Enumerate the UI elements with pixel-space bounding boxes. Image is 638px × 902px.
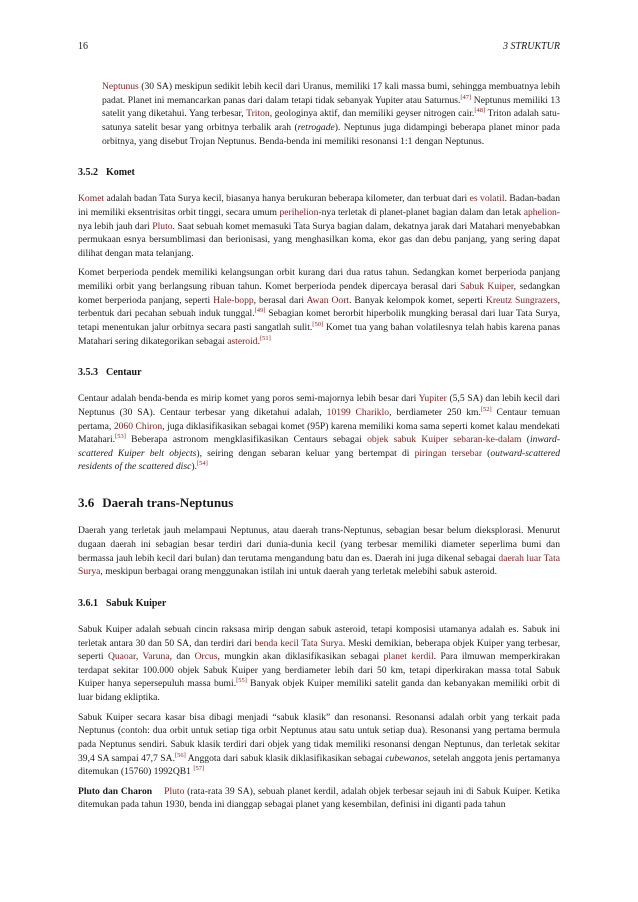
italic-term: cubewanos — [385, 752, 428, 764]
text-run: (5,5 SA) dan lebih kecil dari Neptunus (30 SA). Centaur terbesar yang diketahui adalah, — [78, 393, 560, 418]
chapter-title: 3 STRUKTUR — [503, 41, 560, 52]
wiki-link[interactable]: daerah luar Tata Surya — [78, 552, 560, 578]
text-run: -nya terletak di planet-planet bagian dalam dan letak — [318, 207, 524, 219]
text-run: ), seiring dengan sebaran keluar yang bertempat di — [196, 447, 415, 459]
text-run: , terbentuk dari pecahan sebuah induk tunggal. — [78, 294, 560, 320]
wiki-link[interactable]: Pluto — [164, 785, 185, 797]
text-run: . Para ilmuwan memperkirakan terdapat sekitar 100.000 objek Sabuk Kuiper yang berdiameter lebih dari 50 km, tetapi diperkirakan massa total Sabuk Kuiper hanya sepersepuluh massa bumi. — [78, 651, 560, 690]
text-run: , juga diklasifikasikan sebagai komet (95P) karena memiliki koma sama seperti komet kalau mendekati Matahari. — [78, 420, 560, 446]
centaur-paragraph — [78, 392, 560, 474]
text-run: , meskipun berbagai orang menggunakan istilah ini untuk daerah yang terletak melebihi sabuk asteroid. — [100, 566, 498, 578]
text-run: . Saat sebuah komet memasuki Tata Surya bagian dalam, dekatnya jarak dari Matahari menyebabkan permukaan esnya bersumblimasi dan berionisasi, yang menghasilkan koma, ekor gas dan debu panjang, yang sering dapat dilihat dengan mata telanjang. — [78, 220, 561, 259]
wiki-link[interactable]: es volatil — [469, 193, 505, 205]
section-number: 3.6 — [78, 494, 95, 510]
text-run: Banyak objek Kuiper memiliki satelit ganda dan kebanyakan memiliki orbit di luar bidang ekliptika. — [78, 678, 560, 704]
text-run: , — [135, 651, 143, 663]
text-run: ( — [482, 447, 491, 459]
text-run: , dan — [169, 651, 195, 663]
text-run: , geologinya aktif, dan memiliki geyser nitrogen cair. — [269, 108, 475, 120]
text-run: (rata-rata 39 SA), sebuah planet kerdil, adalah objek terbesar sejauh ini di Sabuk Kuiper. Ketika ditemukan pada tahun 1930, benda ini dianggap sebagai planet yang kesembilan, definisi ini diganti pada tahun — [78, 785, 560, 811]
citation-ref[interactable]: [55] — [236, 677, 247, 685]
wiki-link[interactable]: Varuna — [142, 651, 170, 663]
wiki-link[interactable]: Kreutz Sungrazers — [485, 294, 558, 306]
sabuk-kuiper-paragraph-2 — [78, 711, 560, 779]
citation-ref[interactable]: [47] — [460, 93, 472, 101]
pluto-charon-paragraph — [78, 785, 560, 812]
heading-centaur — [78, 366, 560, 380]
citation-ref[interactable]: [53] — [115, 432, 126, 440]
wiki-link[interactable]: Quaoar — [107, 651, 136, 663]
komet-paragraph-1 — [78, 192, 560, 260]
wiki-link[interactable]: Hale-bopp — [213, 294, 254, 306]
page-number: 16 — [78, 41, 88, 52]
wiki-link[interactable]: perihelion — [279, 207, 319, 219]
section-number: 3.5.2 — [78, 167, 98, 179]
wiki-link[interactable]: 2060 Chiron — [113, 420, 163, 432]
text-run: ). Neptunus juga didampingi beberapa planet minor pada orbitnya, yang disebut Trojan Neptunus. Benda-benda ini memiliki resonansi 1:1 dengan Neptunus. — [102, 122, 560, 147]
wiki-link[interactable]: objek sabuk Kuiper sebaran-ke-dalam — [367, 434, 522, 446]
text-run: , setelah anggota jenis pertamanya ditemukan (15760) 1992QB1 — [78, 752, 560, 778]
text-run: Centaur adalah benda-benda es mirip komet yang poros semi-majornya lebih besar dari — [78, 393, 419, 405]
neptunus-paragraph — [78, 80, 560, 148]
citation-ref[interactable]: [57] — [193, 764, 205, 772]
italic-term: retrogade — [297, 122, 335, 134]
text-run: ( — [521, 434, 530, 446]
wiki-link[interactable]: Orcus — [194, 651, 218, 663]
heading-daerah-trans-neptunus — [78, 494, 560, 512]
text-run: Sebagian komet berorbit hiperbolik mungking berasal dari luar Tata Surya, tetapi menentukan jalur orbitnya secara pasti sangatlah sulit. — [78, 308, 560, 333]
text-run: ). — [191, 461, 197, 473]
text-run: , berasal dari — [253, 294, 307, 306]
text-run: Sabuk Kuiper adalah sebuah cincin raksasa mirip dengan sabuk asteroid, tetapi komposisi utamanya adalah es. Sabuk ini terletak antara 30 dan 50 SA, dan terdiri dari — [78, 624, 560, 649]
heading-komet — [78, 166, 560, 180]
text-run: adalah badan Tata Surya kecil, biasanya hanya berukuran beberapa kilometer, dan terbuat dari — [104, 193, 470, 205]
wiki-link[interactable]: aphelion — [523, 207, 557, 219]
wiki-link[interactable]: 10199 Chariklo — [326, 406, 390, 418]
citation-ref[interactable]: [49] — [254, 307, 266, 315]
text-run: . Meski demikian, beberapa objek Kuiper yang terbesar, seperti — [78, 637, 560, 663]
trans-neptunus-paragraph — [78, 524, 560, 578]
page-content — [78, 80, 560, 812]
citation-ref[interactable]: [50] — [312, 320, 324, 328]
wiki-link[interactable]: Sabuk Kuiper — [459, 281, 514, 293]
wiki-link[interactable]: Pluto — [152, 220, 173, 232]
wiki-link[interactable]: planet kerdil — [383, 651, 434, 663]
text-run: . — [257, 335, 260, 347]
text-run: , mungkin akan diklasifikasikan sebagai — [217, 651, 384, 663]
text-run: -nya lebih jauh dari — [78, 207, 560, 232]
citation-ref[interactable]: [54] — [196, 460, 208, 468]
section-title: Komet — [106, 167, 135, 179]
wiki-link[interactable]: Komet — [78, 193, 105, 205]
citation-ref[interactable]: [51] — [259, 334, 271, 342]
citation-ref[interactable]: [52] — [480, 405, 492, 413]
paragraph-lead-title: Pluto dan Charon — [78, 785, 153, 797]
section-title: Centaur — [106, 367, 142, 379]
section-title: Daerah trans-Neptunus — [102, 494, 234, 510]
text-run: . Badan-badan ini memiliki eksentrisitas orbit tinggi, secara umum — [78, 193, 560, 219]
wiki-link[interactable]: benda kecil Tata Surya — [254, 637, 343, 649]
page-header — [78, 40, 560, 54]
text-run: Daerah yang terletak jauh melampaui Neptunus, atau daerah trans-Neptunus, sebagian besar belum dieksplorasi. Menurut dugaan daerah ini sebagian besar terdiri dari dunia-dunia kecil (yang terbesar memiliki diameter seperlima bumi dan bermassa jauh lebih kecil dari bulan) dan terutama mengandung batu dan es. Daerah ini juga dikenal sebagai — [78, 525, 560, 564]
text-run: Centaur temuan pertama, — [78, 406, 560, 432]
text-run: Triton adalah satu-satunya satelit besar yang orbitnya terbalik arah ( — [102, 108, 560, 134]
text-run: Sabuk Kuiper secara kasar bisa dibagi menjadi “sabuk klasik” dan resonansi. Resonansi adalah orbit yang terkait pada Neptunus (contoh: dua orbit untuk setiap tiga orbit Neptunus atau satu untuk setiap dua). Resonansi yang pertama bermula pada Neptunus sendiri. Sabuk klasik terdiri dari objek yang tidak memiliki resonansi dengan Neptunus, dan terletak sekitar 39,4 SA sampai 47,7 SA. — [78, 711, 560, 764]
wiki-link[interactable]: Triton — [246, 108, 270, 120]
text-run: (30 SA) meskipun sedikit lebih kecil dari Uranus, memiliki 17 kali massa bumi, sehingga membuatnya lebih padat. Planet ini memancarkan panas dari dalam tetapi tidak sebanyak Yupiter atau Saturnus. — [102, 81, 560, 106]
wiki-link[interactable]: Neptunus — [102, 81, 139, 93]
text-run: Komet tua yang bahan volatilesnya telah habis karena panas Matahari sering dikategorikan sebagai — [78, 321, 560, 347]
section-number: 3.5.3 — [78, 367, 98, 379]
text-run: Komet berperioda pendek memiliki kelangsungan orbit kurang dari dua ratus tahun. Sedangkan komet berperioda panjang memiliki orbit yang berlangsung ribuan tahun. Komet berperioda pendek dipercaya berasal dari — [78, 267, 560, 293]
sabuk-kuiper-paragraph-1 — [78, 623, 560, 705]
heading-sabuk-kuiper — [78, 597, 560, 611]
wiki-link[interactable]: Yupiter — [418, 393, 447, 405]
text-run: . Banyak kelompok komet, seperti — [349, 294, 486, 306]
italic-term: inward-scattered Kuiper belt objects — [78, 434, 561, 459]
wiki-link[interactable]: asteroid — [227, 335, 258, 347]
wiki-link[interactable]: Awan Oort — [306, 294, 350, 306]
komet-paragraph-2 — [78, 266, 560, 348]
text-run: , sedangkan komet berperioda panjang, seperti — [78, 281, 561, 306]
text-run: Anggota dari sabuk klasik diklasifikasikan sebagai — [185, 752, 386, 764]
wiki-link[interactable]: piringan tersebar — [414, 447, 483, 459]
text-run: , berdiameter 250 km. — [389, 406, 481, 418]
citation-ref[interactable]: [56] — [174, 751, 186, 759]
citation-ref[interactable]: [48] — [474, 107, 486, 115]
italic-term: outward-scattered residents of the scattered disc — [78, 447, 561, 473]
text-run: Beberapa astronom mengklasifikasikan Centaurs sebagai — [125, 434, 368, 446]
section-title: Sabuk Kuiper — [106, 597, 167, 609]
text-run: Neptunus memiliki 13 satelit yang diketahui. Yang terbesar, — [102, 94, 560, 120]
section-number: 3.6.1 — [78, 597, 98, 609]
